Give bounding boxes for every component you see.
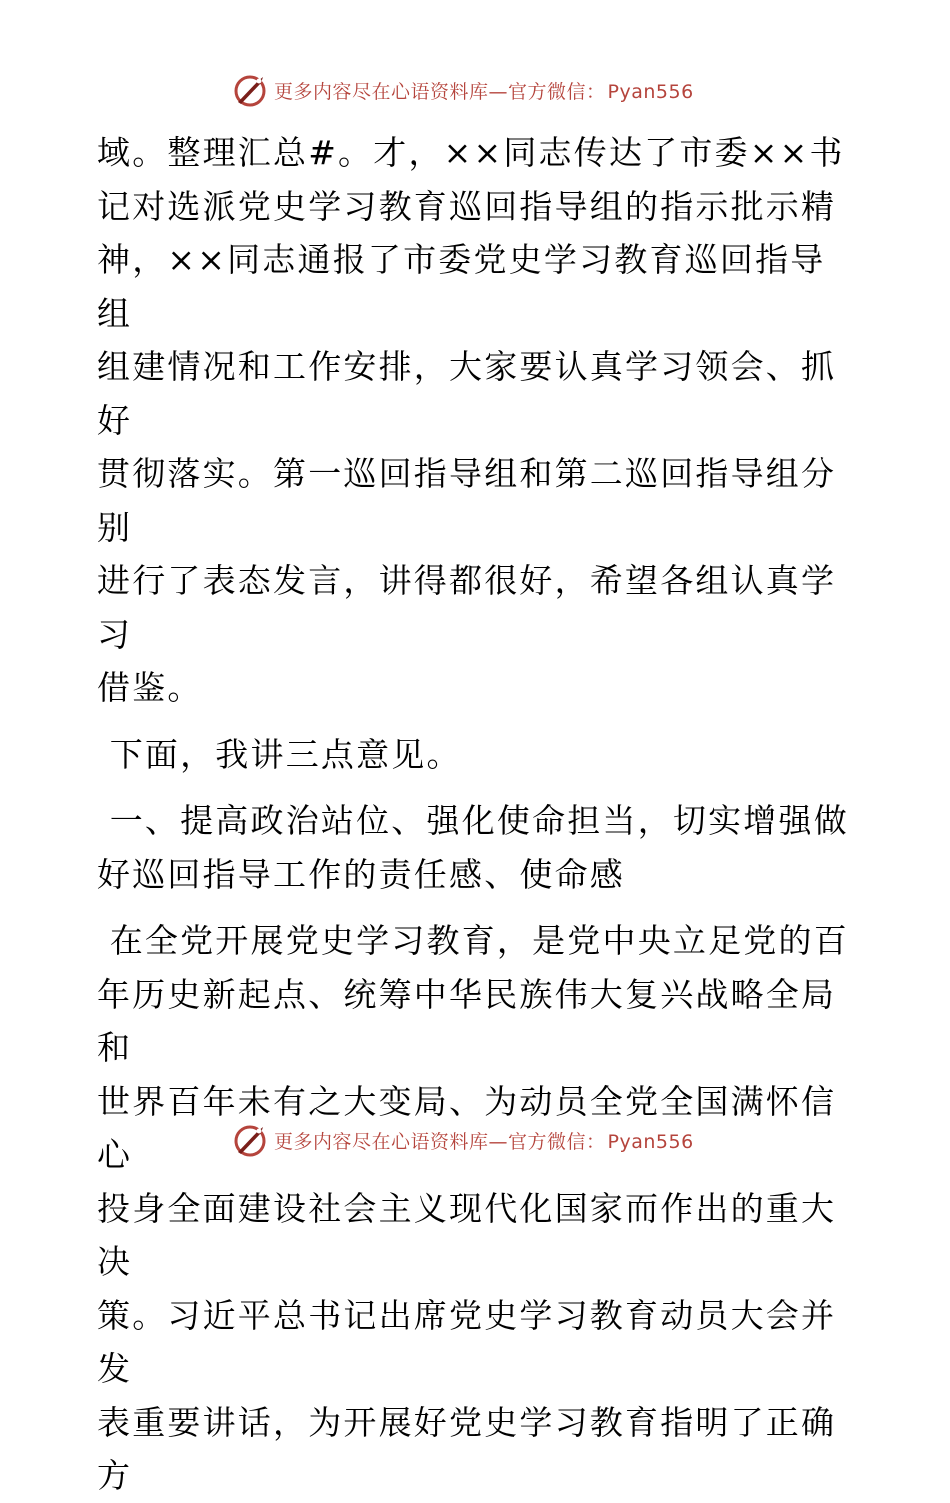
wechat-handle: Pyan556 xyxy=(607,1130,694,1153)
header-banner xyxy=(232,70,694,110)
paragraph-3: 在全党开展党史学习教育，是党中央立足党的百 年历史新起点、统筹中华民族伟大复兴战略全局和 世界百年未有之大变局、为动员全党全国满怀信心 投身全面建设社会主义现代化国家而作出的重大决 策。习近平总书记出席党史学习教育动员大会并发 表重要讲话，为开展好党史学习教育指明了正确方 xyxy=(97,921,849,1495)
paragraph-1: 域。整理汇总#。才，××同志传达了市委××书 记对选派党史学习教育巡回指导组的指示批示精 神，××同志通报了市委党史学习教育巡回指导组 组建情况和工作安排，大家要认真学习领会、抓好 贯彻落实。第一巡回指导组和第二巡回指导组分别 进行了表态发言，讲得都很好，希望各组认真学习 借鉴。 xyxy=(97,133,845,707)
wechat-handle: Pyan556 xyxy=(607,80,694,103)
banner-text: 更多内容尽在心语资料库—官方微信： Pyan556 xyxy=(274,1130,694,1153)
document-body xyxy=(97,126,857,1503)
banner-text: 更多内容尽在心语资料库—官方微信： Pyan556 xyxy=(274,80,694,103)
pen-in-circle-logo-icon xyxy=(232,1122,268,1158)
pen-in-circle-logo-icon xyxy=(232,72,268,108)
paragraph-2: 下面，我讲三点意见。 xyxy=(97,734,462,774)
section-heading-1: 一、提高政治站位、强化使命担当，切实增强做 好巡回指导工作的责任感、使命感 xyxy=(97,801,849,894)
footer-banner xyxy=(232,1120,694,1160)
